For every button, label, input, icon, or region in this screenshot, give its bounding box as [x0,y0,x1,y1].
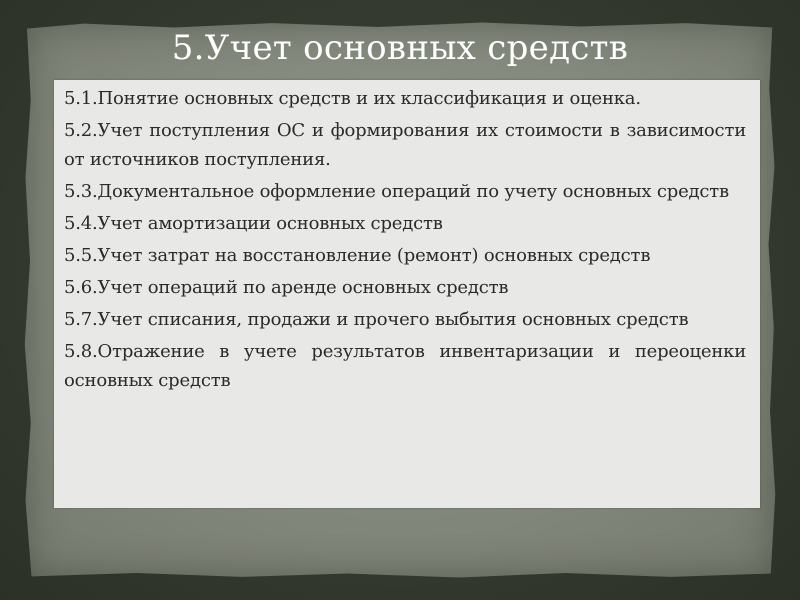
content-box [54,80,760,508]
topic-item-5-1: 5.1.Понятие основных средств и их классификация и оценка. [64,88,641,109]
topic-item-5-8: 5.8.Отражение в учете результатов инвентаризации и переоценки основных средств [64,341,746,391]
topic-item-5-7: 5.7.Учет списания, продажи и прочего выбытия основных средств [64,309,689,330]
topic-item-5-4: 5.4.Учет амортизации основных средств [64,213,443,234]
slide-title: 5.Учет основных средств [171,28,629,68]
topic-item-5-5: 5.5.Учет затрат на восстановление (ремонт) основных средств [64,245,651,266]
topic-list [64,84,746,395]
topic-item-5-2: 5.2.Учет поступления ОС и формирования их стоимости в зависимости от источников поступления. [64,120,746,170]
topic-item-5-6: 5.6.Учет операций по аренде основных средств [64,277,509,298]
topic-item-5-3: 5.3.Документальное оформление операций по учету основных средств [64,181,729,202]
